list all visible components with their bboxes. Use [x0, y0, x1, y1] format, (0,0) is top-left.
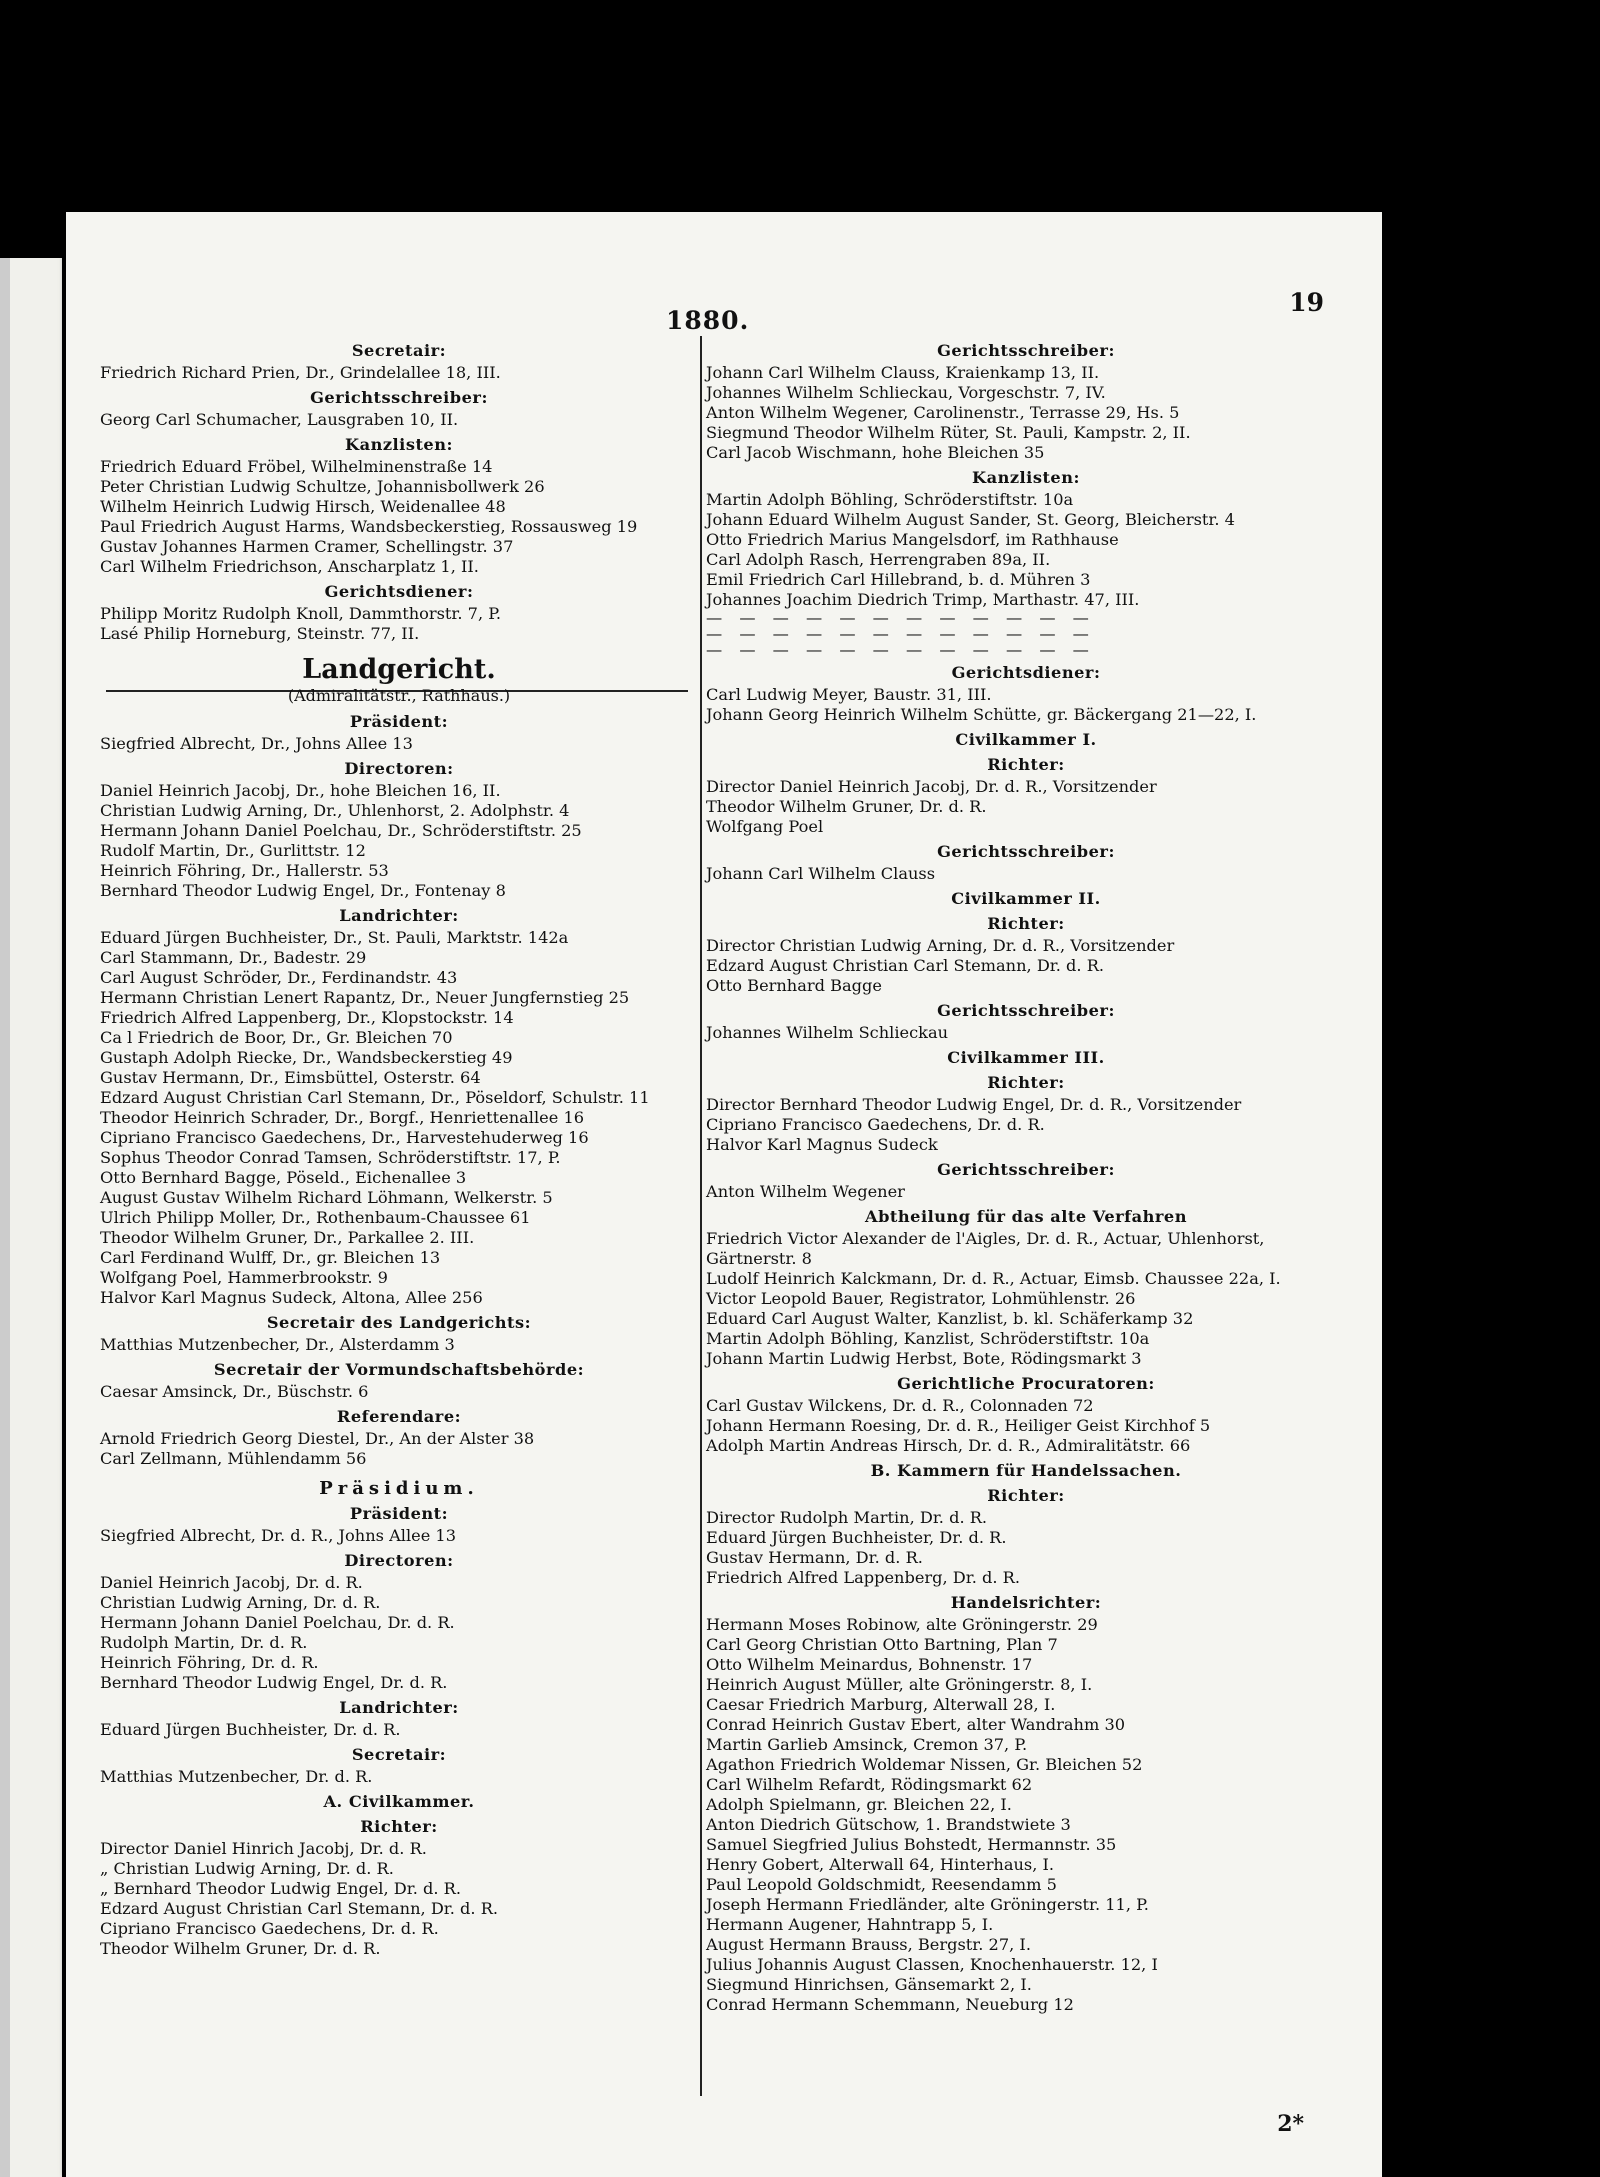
- section-heading: Kanzlisten:: [345, 435, 453, 454]
- directory-entry: Arnold Friedrich Georg Diestel, Dr., An der Alster 38: [100, 1429, 535, 1448]
- directory-entry: Gustav Hermann, Dr. d. R.: [706, 1548, 923, 1567]
- landgericht-sections: [100, 712, 698, 1469]
- vacancy-dash-line: — — — — — — — — — — — —: [706, 608, 1095, 627]
- section-heading: Gerichtsdiener:: [951, 663, 1101, 682]
- directory-entry: Heinrich August Müller, alte Gröningerstr. 8, I.: [706, 1675, 1093, 1694]
- directory-entry: Friedrich Alfred Lappenberg, Dr., Klopstockstr. 14: [100, 1008, 514, 1027]
- directory-entry: Eduard Jürgen Buchheister, Dr., St. Pauli, Marktstr. 142a: [100, 928, 569, 947]
- directory-entry: Carl Georg Christian Otto Bartning, Plan 7: [706, 1635, 1058, 1654]
- section-heading: Gerichtsdiener:: [324, 582, 474, 601]
- directory-entry: Ca l Friedrich de Boor, Dr., Gr. Bleichen 70: [100, 1028, 453, 1047]
- right-top-sections: [706, 341, 1346, 610]
- directory-entry: Martin Adolph Böhling, Kanzlist, Schröderstiftstr. 10a: [706, 1329, 1150, 1348]
- directory-entry: Bernhard Theodor Ludwig Engel, Dr., Fontenay 8: [100, 881, 506, 900]
- left-column: [100, 336, 698, 1959]
- directory-entry: Siegfried Albrecht, Dr., Johns Allee 13: [100, 734, 413, 753]
- directory-entry: Otto Bernhard Bagge: [706, 976, 882, 995]
- directory-entry: Paul Leopold Goldschmidt, Reesendamm 5: [706, 1875, 1057, 1894]
- directory-entry: Samuel Siegfried Julius Bohstedt, Hermannstr. 35: [706, 1835, 1117, 1854]
- directory-entry: Edzard August Christian Carl Stemann, Dr., Pöseldorf, Schulstr. 11: [100, 1088, 650, 1107]
- directory-entry: Anton Wilhelm Wegener, Carolinenstr., Terrasse 29, Hs. 5: [706, 403, 1180, 422]
- directory-entry: Director Bernhard Theodor Ludwig Engel, Dr. d. R., Vorsitzender: [706, 1095, 1242, 1114]
- directory-entry: Johannes Wilhelm Schlieckau: [706, 1023, 949, 1042]
- directory-entry: Philipp Moritz Rudolph Knoll, Dammthorstr. 7, P.: [100, 604, 502, 623]
- directory-entry: Johannes Joachim Diedrich Trimp, Marthastr. 47, III.: [706, 590, 1140, 609]
- directory-entry: Director Rudolph Martin, Dr. d. R.: [706, 1508, 988, 1527]
- directory-entry: Gustav Johannes Harmen Cramer, Schellingstr. 37: [100, 537, 514, 556]
- directory-entry: Theodor Heinrich Schrader, Dr., Borgf., Henriettenallee 16: [100, 1108, 585, 1127]
- directory-entry: Wolfgang Poel: [706, 817, 824, 836]
- directory-entry: Ludolf Heinrich Kalckmann, Dr. d. R., Actuar, Eimsb. Chaussee 22a, I.: [706, 1269, 1281, 1288]
- directory-entry: Friedrich Victor Alexander de l'Aigles, Dr. d. R., Actuar, Uhlenhorst,: [706, 1229, 1265, 1248]
- directory-entry: Christian Ludwig Arning, Dr. d. R.: [100, 1593, 381, 1612]
- directory-entry: Cipriano Francisco Gaedechens, Dr., Harvestehuderweg 16: [100, 1128, 589, 1147]
- landgericht-title: Landgericht.: [302, 654, 496, 685]
- directory-entry: Lasé Philip Horneburg, Steinstr. 77, II.: [100, 624, 420, 643]
- directory-entry: Johannes Wilhelm Schlieckau, Vorgeschstr. 7, IV.: [706, 383, 1106, 402]
- section-heading: Secretair:: [351, 341, 447, 360]
- section-heading: Richter:: [987, 755, 1065, 774]
- directory-entry: Carl Jacob Wischmann, hohe Bleichen 35: [706, 443, 1045, 462]
- directory-entry: Carl Ferdinand Wulff, Dr., gr. Bleichen 13: [100, 1248, 441, 1267]
- directory-entry: Carl August Schröder, Dr., Ferdinandstr. 43: [100, 968, 458, 987]
- section-heading: Civilkammer I.: [955, 730, 1097, 749]
- section-heading: Gerichtsschreiber:: [937, 341, 1115, 360]
- page-year: 1880.: [666, 306, 750, 335]
- previous-page-edge: [0, 258, 62, 2177]
- directory-entry: Director Daniel Heinrich Jacobj, Dr. d. R., Vorsitzender: [706, 777, 1157, 796]
- civilkammer-a-entries: [100, 1839, 698, 1959]
- page-number: 19: [1289, 288, 1324, 317]
- directory-entry: Anton Wilhelm Wegener: [706, 1182, 905, 1201]
- directory-entry: Carl Wilhelm Refardt, Rödingsmarkt 62: [706, 1775, 1033, 1794]
- section-heading: Secretair:: [351, 1745, 447, 1764]
- directory-entry: Eduard Jürgen Buchheister, Dr. d. R.: [706, 1528, 1007, 1547]
- section-heading: Richter:: [987, 1486, 1065, 1505]
- civilkammer-a-title: A. Civilkammer.: [323, 1792, 475, 1811]
- directory-entry: Johann Martin Ludwig Herbst, Bote, Rödingsmarkt 3: [706, 1349, 1142, 1368]
- directory-entry: „ Bernhard Theodor Ludwig Engel, Dr. d. R.: [100, 1879, 461, 1898]
- directory-entry: Eduard Carl August Walter, Kanzlist, b. kl. Schäferkamp 32: [706, 1309, 1194, 1328]
- directory-entry: „ Christian Ludwig Arning, Dr. d. R.: [100, 1859, 394, 1878]
- directory-entry: Caesar Friedrich Marburg, Alterwall 28, I.: [706, 1695, 1056, 1714]
- directory-entry: Rudolf Martin, Dr., Gurlittstr. 12: [100, 841, 366, 860]
- directory-entry: Julius Johannis August Classen, Knochenhauerstr. 12, I: [706, 1955, 1158, 1974]
- directory-entry: Carl Gustav Wilckens, Dr. d. R., Colonnaden 72: [706, 1396, 1094, 1415]
- column-divider: [700, 336, 702, 2096]
- section-heading: Secretair des Landgerichts:: [266, 1313, 532, 1332]
- section-heading: B. Kammern für Handelssachen.: [870, 1461, 1182, 1480]
- directory-entry: Heinrich Föhring, Dr., Hallerstr. 53: [100, 861, 389, 880]
- directory-entry: Matthias Mutzenbecher, Dr. d. R.: [100, 1767, 373, 1786]
- directory-entry: Director Daniel Hinrich Jacobj, Dr. d. R.: [100, 1839, 427, 1858]
- section-heading: Referendare:: [336, 1407, 462, 1426]
- directory-entry: Eduard Jürgen Buchheister, Dr. d. R.: [100, 1720, 401, 1739]
- directory-entry: Emil Friedrich Carl Hillebrand, b. d. Mühren 3: [706, 570, 1091, 589]
- vacancy-dashes: [706, 610, 1346, 658]
- directory-entry: Halvor Karl Magnus Sudeck, Altona, Allee 256: [100, 1288, 483, 1307]
- directory-entry: Anton Diedrich Gütschow, 1. Brandstwiete 3: [706, 1815, 1071, 1834]
- praesidium-sections: [100, 1504, 698, 1787]
- directory-entry: Adolph Spielmann, gr. Bleichen 22, I.: [706, 1795, 1012, 1814]
- directory-entry: Otto Bernhard Bagge, Pöseld., Eichenallee 3: [100, 1168, 467, 1187]
- directory-entry: Director Christian Ludwig Arning, Dr. d. R., Vorsitzender: [706, 936, 1175, 955]
- section-heading: Gerichtsschreiber:: [937, 842, 1115, 861]
- directory-entry: Edzard August Christian Carl Stemann, Dr. d. R.: [706, 956, 1105, 975]
- directory-entry: Johann Hermann Roesing, Dr. d. R., Heiliger Geist Kirchhof 5: [706, 1416, 1211, 1435]
- directory-entry: Caesar Amsinck, Dr., Büschstr. 6: [100, 1382, 369, 1401]
- signature-mark: 2*: [1277, 2111, 1304, 2137]
- directory-entry: Carl Wilhelm Friedrichson, Anscharplatz 1, II.: [100, 557, 479, 576]
- directory-entry: Sophus Theodor Conrad Tamsen, Schröderstiftstr. 17, P.: [100, 1148, 561, 1167]
- directory-entry: Henry Gobert, Alterwall 64, Hinterhaus, I.: [706, 1855, 1055, 1874]
- directory-entry: Carl Ludwig Meyer, Baustr. 31, III.: [706, 685, 992, 704]
- section-heading: Landrichter:: [339, 1698, 459, 1717]
- section-heading: Gerichtliche Procuratoren:: [897, 1374, 1155, 1393]
- directory-entry: Bernhard Theodor Ludwig Engel, Dr. d. R.: [100, 1673, 448, 1692]
- directory-entry: Friedrich Eduard Fröbel, Wilhelminenstraße 14: [100, 457, 493, 476]
- directory-entry: Johann Carl Wilhelm Clauss: [706, 864, 936, 883]
- directory-entry: Hermann Moses Robinow, alte Gröningerstr. 29: [706, 1615, 1098, 1634]
- directory-entry: Martin Adolph Böhling, Schröderstiftstr. 10a: [706, 490, 1074, 509]
- directory-entry: August Hermann Brauss, Bergstr. 27, I.: [706, 1935, 1031, 1954]
- directory-entry: Joseph Hermann Friedländer, alte Gröningerstr. 11, P.: [706, 1895, 1149, 1914]
- section-heading: Directoren:: [344, 1551, 454, 1570]
- landgericht-address: (Admiralitätstr., Rathhaus.): [287, 686, 511, 705]
- directory-entry: Johann Georg Heinrich Wilhelm Schütte, gr. Bäckergang 21—22, I.: [706, 705, 1257, 724]
- section-heading: Directoren:: [344, 759, 454, 778]
- directory-entry: Gustaph Adolph Riecke, Dr., Wandsbeckerstieg 49: [100, 1048, 513, 1067]
- directory-entry: Hermann Christian Lenert Rapantz, Dr., Neuer Jungfernstieg 25: [100, 988, 630, 1007]
- directory-entry: Theodor Wilhelm Gruner, Dr., Parkallee 2. III.: [100, 1228, 475, 1247]
- right-main-sections: [706, 663, 1346, 2015]
- directory-entry: Hermann Johann Daniel Poelchau, Dr., Schröderstiftstr. 25: [100, 821, 582, 840]
- vacancy-dash-line: — — — — — — — — — — — —: [706, 624, 1095, 643]
- directory-entry: Theodor Wilhelm Gruner, Dr. d. R.: [100, 1939, 381, 1958]
- directory-entry: Martin Garlieb Amsinck, Cremon 37, P.: [706, 1735, 1028, 1754]
- directory-entry: Adolph Martin Andreas Hirsch, Dr. d. R., Admiralitätstr. 66: [706, 1436, 1191, 1455]
- directory-entry: Conrad Heinrich Gustav Ebert, alter Wandrahm 30: [706, 1715, 1126, 1734]
- directory-entry: Ulrich Philipp Moller, Dr., Rothenbaum-Chaussee 61: [100, 1208, 531, 1227]
- directory-entry: Friedrich Richard Prien, Dr., Grindelallee 18, III.: [100, 363, 501, 382]
- directory-entry: Conrad Hermann Schemmann, Neueburg 12: [706, 1995, 1074, 2014]
- section-heading: Gerichtsschreiber:: [310, 388, 488, 407]
- directory-entry: Daniel Heinrich Jacobj, Dr., hohe Bleichen 16, II.: [100, 781, 501, 800]
- directory-entry: Halvor Karl Magnus Sudeck: [706, 1135, 938, 1154]
- directory-entry: Carl Adolph Rasch, Herrengraben 89a, II.: [706, 550, 1051, 569]
- directory-entry: Carl Stammann, Dr., Badestr. 29: [100, 948, 367, 967]
- section-heading: Civilkammer III.: [947, 1048, 1105, 1067]
- section-heading: Gerichtsschreiber:: [937, 1001, 1115, 1020]
- directory-entry: Siegmund Theodor Wilhelm Rüter, St. Pauli, Kampstr. 2, II.: [706, 423, 1191, 442]
- right-column: [706, 336, 1346, 2015]
- directory-entry: Otto Friedrich Marius Mangelsdorf, im Rathhause: [706, 530, 1119, 549]
- section-heading: Civilkammer II.: [951, 889, 1101, 908]
- directory-entry: Johann Eduard Wilhelm August Sander, St. Georg, Bleicherstr. 4: [706, 510, 1235, 529]
- directory-entry: Peter Christian Ludwig Schultze, Johannisbollwerk 26: [100, 477, 545, 496]
- vacancy-dash-line: — — — — — — — — — — — —: [706, 640, 1095, 659]
- section-heading: Gerichtsschreiber:: [937, 1160, 1115, 1179]
- directory-entry: Edzard August Christian Carl Stemann, Dr. d. R.: [100, 1899, 499, 1918]
- directory-entry: Theodor Wilhelm Gruner, Dr. d. R.: [706, 797, 987, 816]
- directory-entry: Hermann Johann Daniel Poelchau, Dr. d. R.: [100, 1613, 455, 1632]
- directory-entry: Heinrich Föhring, Dr. d. R.: [100, 1653, 319, 1672]
- directory-entry: Friedrich Alfred Lappenberg, Dr. d. R.: [706, 1568, 1021, 1587]
- directory-entry: Carl Zellmann, Mühlendamm 56: [100, 1449, 367, 1468]
- left-top-sections: [100, 341, 698, 644]
- directory-entry: Georg Carl Schumacher, Lausgraben 10, II.: [100, 410, 459, 429]
- directory-entry: Cipriano Francisco Gaedechens, Dr. d. R.: [706, 1115, 1045, 1134]
- directory-entry: Siegfried Albrecht, Dr. d. R., Johns Allee 13: [100, 1526, 457, 1545]
- section-heading: Handelsrichter:: [950, 1593, 1102, 1612]
- directory-entry: Siegmund Hinrichsen, Gänsemarkt 2, I.: [706, 1975, 1032, 1994]
- directory-entry: Agathon Friedrich Woldemar Nissen, Gr. Bleichen 52: [706, 1755, 1143, 1774]
- directory-page: [66, 212, 1382, 2177]
- directory-entry: August Gustav Wilhelm Richard Löhmann, Welkerstr. 5: [100, 1188, 553, 1207]
- directory-entry: Johann Carl Wilhelm Clauss, Kraienkamp 13, II.: [706, 363, 1100, 382]
- directory-entry: Wilhelm Heinrich Ludwig Hirsch, Weidenallee 48: [100, 497, 506, 516]
- section-heading: Secretair der Vormundschaftsbehörde:: [213, 1360, 585, 1379]
- directory-entry: Gärtnerstr. 8: [706, 1249, 812, 1268]
- directory-entry: Daniel Heinrich Jacobj, Dr. d. R.: [100, 1573, 363, 1592]
- directory-entry: Victor Leopold Bauer, Registrator, Lohmühlenstr. 26: [706, 1289, 1136, 1308]
- directory-entry: Christian Ludwig Arning, Dr., Uhlenhorst, 2. Adolphstr. 4: [100, 801, 570, 820]
- civilkammer-a-heading: Richter:: [360, 1817, 438, 1836]
- directory-entry: Otto Wilhelm Meinardus, Bohnenstr. 17: [706, 1655, 1033, 1674]
- directory-entry: Cipriano Francisco Gaedechens, Dr. d. R.: [100, 1919, 439, 1938]
- directory-entry: Hermann Augener, Hahntrapp 5, I.: [706, 1915, 994, 1934]
- directory-entry: Rudolph Martin, Dr. d. R.: [100, 1633, 308, 1652]
- section-heading: Abtheilung für das alte Verfahren: [865, 1207, 1187, 1226]
- page-edge-shadow: [0, 258, 10, 2177]
- directory-entry: Gustav Hermann, Dr., Eimsbüttel, Osterstr. 64: [100, 1068, 481, 1087]
- section-heading: Landrichter:: [339, 906, 459, 925]
- directory-entry: Matthias Mutzenbecher, Dr., Alsterdamm 3: [100, 1335, 455, 1354]
- section-heading: Präsident:: [349, 712, 449, 731]
- directory-entry: Wolfgang Poel, Hammerbrookstr. 9: [100, 1268, 388, 1287]
- directory-entry: Paul Friedrich August Harms, Wandsbeckerstieg, Rossausweg 19: [100, 517, 638, 536]
- section-heading: Kanzlisten:: [972, 468, 1080, 487]
- praesidium-title: Präsidium.: [319, 1478, 479, 1499]
- section-heading: Richter:: [987, 1073, 1065, 1092]
- section-heading: Richter:: [987, 914, 1065, 933]
- section-heading: Präsident:: [349, 1504, 449, 1523]
